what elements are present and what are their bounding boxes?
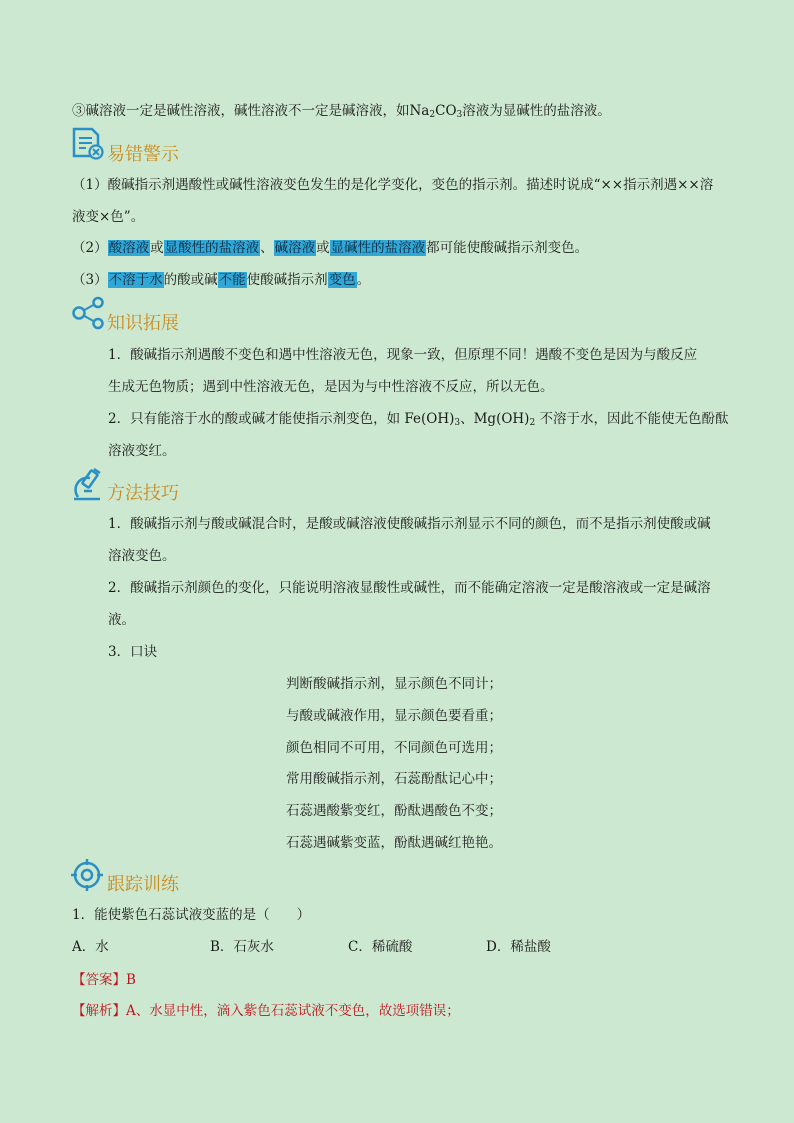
poem-line: 常用酸碱指示剂，石蕊酚酞记心中； xyxy=(286,771,502,787)
answer-line: 【答案】B xyxy=(72,972,136,988)
knowledge-p1-line1: 1．酸碱指示剂遇酸不变色和遇中性溶液无色，现象一致，但原理不同！遇酸不变色是因为与酸反应 xyxy=(108,347,698,363)
section-title-method: 方法技巧 xyxy=(107,483,179,504)
poem-line: 与酸或碱液作用，显示颜色要看重； xyxy=(286,708,502,724)
section-title-practice: 跟踪训练 xyxy=(107,874,179,895)
method-p1-line1: 1．酸碱指示剂与酸或碱混合时，是酸或碱溶液使酸碱指示剂显示不同的颜色，而不是指示剂使酸或碱 xyxy=(108,516,711,532)
option-d: D．稀盐酸 xyxy=(486,939,551,955)
poem-line: 判断酸碱指示剂，显示颜色不同计； xyxy=(286,676,502,692)
analysis-line: 【解析】A、水显中性，滴入紫色石蕊试液不变色，故选项错误； xyxy=(72,1003,460,1019)
poem-line: 石蕊遇酸紫变红，酚酞遇酸色不变； xyxy=(286,803,502,819)
warning-p2: （2）酸溶液或显酸性的盐溶液、碱溶液或显碱性的盐溶液都可能使酸碱指示剂变色。 xyxy=(72,240,589,256)
section-title-knowledge: 知识拓展 xyxy=(107,313,179,334)
method-p3: 3．口诀 xyxy=(108,644,158,660)
poem-line: 石蕊遇碱紫变蓝，酚酞遇碱红艳艳。 xyxy=(286,835,502,851)
question-text: 1．能使紫色石蕊试液变蓝的是（ ） xyxy=(72,907,311,923)
option-a: A．水 xyxy=(72,939,109,955)
microscope-icon xyxy=(70,466,106,502)
method-p2-line1: 2．酸碱指示剂颜色的变化，只能说明溶液显酸性或碱性，而不能确定溶液一定是酸溶液或一定是碱溶 xyxy=(108,580,711,596)
knowledge-p1-line2: 生成无色物质；遇到中性溶液无色，是因为与中性溶液不反应，所以无色。 xyxy=(108,379,554,395)
target-icon xyxy=(70,857,106,893)
method-p2-line2: 液。 xyxy=(108,612,135,628)
document-warning-icon xyxy=(70,126,106,162)
share-nodes-icon xyxy=(70,296,108,330)
intro-paragraph: ③碱溶液一定是碱性溶液，碱性溶液不一定是碱溶液，如$Na_2CO_3$溶液为显碱性的盐溶液。 xyxy=(72,103,611,120)
knowledge-p2-line2: 溶液变红。 xyxy=(108,443,176,459)
option-b: B．石灰水 xyxy=(210,939,274,955)
warning-p1-line1: （1）酸碱指示剂遇酸性或碱性溶液变色发生的是化学变化，变色的指示剂。描述时说成“××指示剂遇××溶 xyxy=(72,177,714,193)
option-c: C．稀硫酸 xyxy=(348,939,413,955)
poem-line: 颜色相同不可用，不同颜色可选用； xyxy=(286,740,502,756)
section-title-warning: 易错警示 xyxy=(107,144,179,165)
knowledge-p2-line1: 2．只有能溶于水的酸或碱才能使指示剂变色，如 $Fe(OH)_3$、$Mg(OH)_2$ 不溶于水，因此不能使无色酚酞 xyxy=(108,411,729,428)
warning-p3: （3）不溶于水的酸或碱不能使酸碱指示剂变色。 xyxy=(72,272,371,288)
warning-p1-line2: 液变×色”。 xyxy=(72,209,145,225)
method-p1-line2: 溶液变色。 xyxy=(108,548,176,564)
